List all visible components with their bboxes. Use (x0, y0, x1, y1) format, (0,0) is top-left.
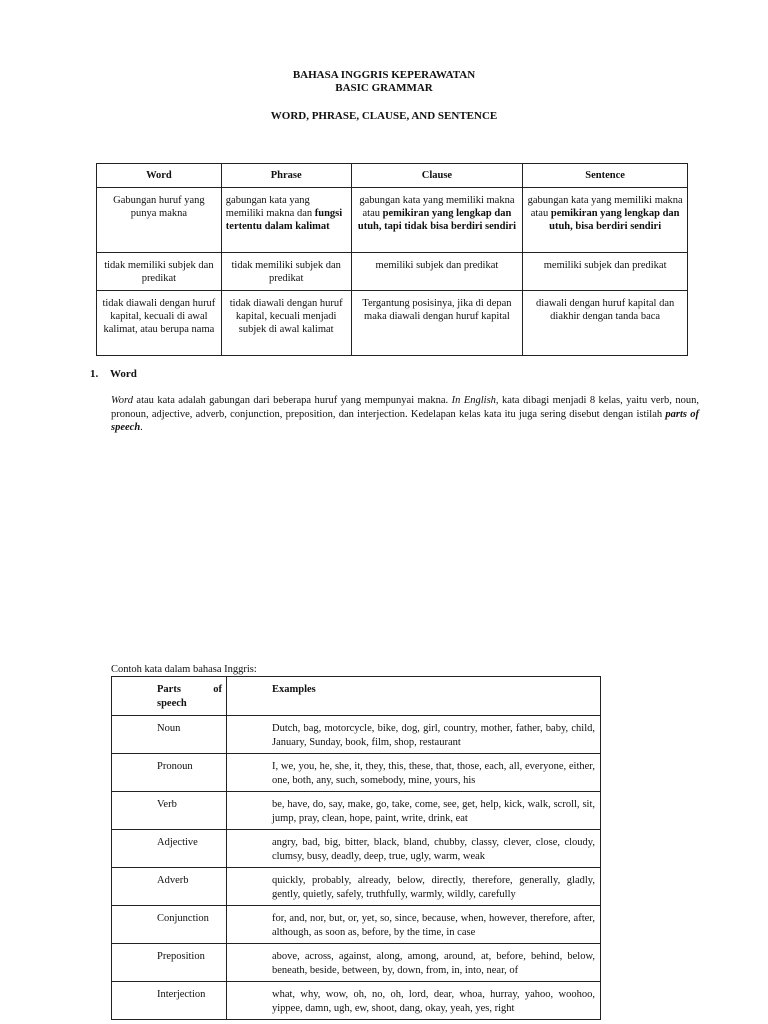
pos-name: Noun (112, 716, 227, 754)
section-number: 1. (90, 368, 99, 380)
sentence-def-plain: gabungan kata yang memiliki makna atau (527, 195, 683, 219)
pos-examples: above, across, against, along, among, around, at, before, behind, below, beneath, beside, between, by, down, from, in, into, near, of (227, 944, 601, 982)
cell-word-definition: Gabungan huruf yang punya makna (97, 188, 222, 253)
pos-name: Pronoun (112, 754, 227, 792)
header-word: Word (97, 164, 222, 188)
pos-name: Adjective (112, 830, 227, 868)
para-text-3: . (140, 422, 143, 433)
cell-sentence-subject: memiliki subjek dan predikat (523, 253, 688, 291)
cell-clause-subject: memiliki subjek dan predikat (351, 253, 523, 291)
para-in-english-italic: In English (451, 395, 496, 406)
header-speech-word: speech (157, 697, 187, 709)
pos-examples: angry, bad, big, bitter, black, bland, chubby, classy, clever, close, cloudy, clumsy, busy, deadly, deep, true, ugly, warm, weak (227, 830, 601, 868)
table-row (112, 830, 601, 868)
cell-clause-capital: Tergantung posisinya, jika di depan maka diawali dengan huruf kapital (351, 291, 523, 356)
pos-name: Adverb (112, 868, 227, 906)
section-word-heading (90, 368, 137, 380)
table-row (112, 716, 601, 754)
para-text-1: atau kata adalah gabungan dari beberapa huruf yang mempunyai makna. (132, 395, 452, 406)
sentence-def-bold: pemikiran yang lengkap dan utuh, bisa berdiri sendiri (549, 208, 680, 232)
pos-name: Interjection (112, 982, 227, 1020)
doc-subtitle: BASIC GRAMMAR (335, 82, 433, 94)
header-parts-word: Parts (157, 684, 181, 695)
phrase-def-bold: fungsi tertentu dalam kalimat (225, 208, 343, 232)
clause-def-plain: gabungan kata yang memiliki makna atau (359, 195, 515, 219)
table-row (97, 253, 688, 291)
examples-intro: Contoh kata dalam bahasa Inggris: (111, 664, 257, 675)
header-parts-of-speech (112, 677, 227, 716)
para-parts-of-speech: parts of speech (111, 408, 699, 433)
table-row (112, 792, 601, 830)
table-row (112, 906, 601, 944)
table-row (112, 944, 601, 982)
doc-title: BAHASA INGGRIS KEPERAWATAN (292, 69, 476, 81)
para-text-2: , kata dibagi menjadi 8 kelas, yaitu verb, noun, pronoun, adjective, adverb, conjunction, preposition, dan interjection. Kedelapan kelas kata itu juga sering disebut dengan istilah (111, 395, 699, 420)
table-row (97, 188, 688, 253)
table-row (112, 982, 601, 1020)
pos-name: Preposition (112, 944, 227, 982)
pos-examples: be, have, do, say, make, go, take, come, see, get, help, kick, walk, scroll, sit, jump, pray, clean, hope, paint, write, drink, eat (227, 792, 601, 830)
header-sentence: Sentence (523, 164, 688, 188)
comparison-table (96, 163, 688, 356)
section-title: Word (110, 368, 137, 380)
header-parts-line (157, 683, 222, 697)
clause-def-bold: pemikiran yang lengkap dan utuh, tapi tidak bisa berdiri sendiri (357, 208, 516, 232)
comparison-header-row (97, 164, 688, 188)
pos-name: Verb (112, 792, 227, 830)
cell-sentence-capital: diawali dengan huruf kapital dan diakhir dengan tanda baca (523, 291, 688, 356)
phrase-def-plain: gabungan kata yang memiliki makna dan (225, 195, 315, 219)
pos-header-row (112, 677, 601, 716)
pos-examples: what, why, wow, oh, no, oh, lord, dear, whoa, hurray, yahoo, woohoo, yippee, damn, ugh, ew, shoot, dang, okay, yeah, yes, right (227, 982, 601, 1020)
cell-sentence-definition (523, 188, 688, 253)
pos-examples: I, we, you, he, she, it, they, this, these, that, those, each, all, everyone, either, one, both, any, such, somebody, mine, yours, his (227, 754, 601, 792)
cell-phrase-capital: tidak diawali dengan huruf kapital, kecuali menjadi subjek di awal kalimat (221, 291, 351, 356)
table-row (112, 754, 601, 792)
pos-examples: quickly, probably, already, below, directly, therefore, generally, gladly, gently, quietly, safely, truthfully, warmly, wildly, carefully (227, 868, 601, 906)
word-paragraph (111, 394, 699, 435)
table-row (112, 868, 601, 906)
parts-of-speech-table (111, 676, 601, 1020)
cell-word-capital: tidak diawali dengan huruf kapital, kecuali di awal kalimat, atau berupa nama (97, 291, 222, 356)
para-word-italic: Word (111, 395, 133, 406)
header-examples: Examples (227, 677, 601, 716)
pos-examples: Dutch, bag, motorcycle, bike, dog, girl, country, mother, father, baby, child, January, Sunday, book, film, shop, restaurant (227, 716, 601, 754)
cell-word-subject: tidak memiliki subjek dan predikat (97, 253, 222, 291)
table-row (97, 291, 688, 356)
header-phrase: Phrase (221, 164, 351, 188)
cell-phrase-subject: tidak memiliki subjek dan predikat (221, 253, 351, 291)
cell-clause-definition (351, 188, 523, 253)
pos-examples: for, and, nor, but, or, yet, so, since, because, when, however, therefore, after, although, as soon as, before, by the time, in case (227, 906, 601, 944)
section-heading: WORD, PHRASE, CLAUSE, AND SENTENCE (270, 110, 498, 122)
pos-name: Conjunction (112, 906, 227, 944)
header-clause: Clause (351, 164, 523, 188)
cell-phrase-definition (221, 188, 351, 253)
header-of-word: of (213, 684, 222, 695)
